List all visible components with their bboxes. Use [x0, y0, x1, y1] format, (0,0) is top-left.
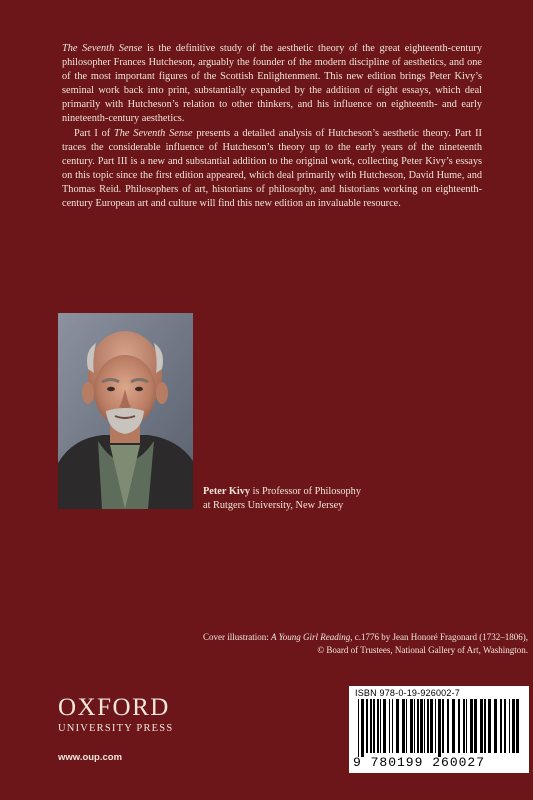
author-bio-line-1 — [203, 485, 423, 499]
barcode-bar — [383, 699, 386, 753]
barcode-bar — [452, 699, 455, 753]
isbn-number: ISBN 978-0-19-926002-7 — [355, 688, 460, 698]
barcode-bar — [377, 699, 379, 753]
ean-digits: 9 780199 260027 — [353, 755, 486, 770]
barcode-bar — [474, 699, 477, 753]
barcode-bar — [410, 699, 413, 753]
author-portrait-image — [58, 313, 193, 509]
barcode-bar — [458, 699, 460, 753]
author-name: Peter Kivy — [203, 486, 250, 497]
blurb-p2-lead: Part I of — [74, 127, 115, 139]
barcode-bar — [442, 699, 444, 753]
barcode-bar — [466, 699, 467, 753]
credit-line-1-rest: , c.1776 by Jean Honoré Fragonard (1732–1806), — [350, 632, 528, 642]
barcode-bar — [430, 699, 433, 753]
barcode-bar — [512, 699, 515, 753]
barcode-bar — [373, 699, 375, 753]
barcode-bar — [484, 699, 486, 753]
publisher-logo — [58, 695, 173, 735]
barcode-bar — [402, 699, 405, 753]
publisher-subtitle: UNIVERSITY PRESS — [58, 723, 174, 734]
cover-credit — [100, 631, 528, 657]
author-photo — [58, 313, 193, 509]
barcode-bar — [361, 699, 364, 757]
credit-line-2: © Board of Trustees, National Gallery of Art, Washington. — [317, 645, 528, 655]
barcode-bar — [463, 699, 465, 753]
barcode-bar — [504, 699, 506, 753]
author-bio-text: is Professor of Philosophy — [250, 486, 361, 497]
isbn-barcode — [349, 686, 529, 773]
barcode-bar — [396, 699, 399, 753]
barcode-bar — [366, 699, 368, 753]
barcode-bar — [435, 699, 436, 753]
barcode-bar — [494, 699, 497, 753]
barcode-bar — [406, 699, 407, 753]
barcode-bar — [420, 699, 423, 753]
barcode-bar — [470, 699, 473, 753]
blurb-p2-text: presents a detailed analysis of Hutcheson’s aesthetic theory. Part II traces the considerable influence of Hutcheson’s theory up to the early years of the nineteenth century. Part III is a new and substantial addition to the original work, collecting Peter Kivy’s essays on this topic since the first edition appeared, which deal primarily with Hutcheson, David Hume, and Thomas Reid. Philosophers of art, historians of philosophy, and historians working on eighteenth-century European art and culture will find this new edition an invaluable resource. — [62, 127, 482, 210]
author-bio — [203, 485, 423, 513]
barcode-bar — [358, 699, 359, 757]
barcode-bars — [358, 699, 522, 757]
book-title-italic: The Seventh Sense — [62, 43, 143, 54]
barcode-bar — [447, 699, 449, 753]
barcode-bar — [389, 699, 390, 753]
credit-line-1 — [100, 631, 528, 644]
publisher-url: www.oup.com — [58, 752, 123, 763]
barcode-bar — [480, 699, 483, 753]
blurb — [62, 42, 482, 211]
blurb-p1-text: is the definitive study of the aesthetic theory of the great eighteenth-century philosopher Frances Hutcheson, arguably the founder of the modern discipline of aesthetics, and one of the most important figures of the Scottish Enlightenment. This new edition brings Peter Kivy’s seminal work back into print, substantially expanded by the addition of eight essays, which deal primarily with Hutcheson’s relation to other thinkers, and his influence on eighteenth- and early nineteenth-century aesthetics. — [62, 43, 482, 125]
barcode-bar — [488, 699, 491, 753]
barcode-bar — [516, 699, 519, 753]
barcode-bar — [500, 699, 502, 753]
barcode-bar — [427, 699, 429, 753]
barcode-bar — [414, 699, 415, 753]
barcode-bar — [424, 699, 425, 753]
book-title-italic: The Seventh Sense — [114, 127, 193, 139]
publisher-name: OXFORD — [58, 694, 170, 721]
barcode-bar — [438, 699, 441, 757]
barcode-bar — [370, 699, 372, 753]
barcode-bar — [509, 699, 510, 753]
credit-work-title: A Young Girl Reading — [271, 632, 351, 642]
barcode-bar — [392, 699, 393, 753]
author-bio-line-2: at Rutgers University, New Jersey — [203, 500, 344, 511]
blurb-paragraph-2 — [62, 127, 482, 212]
barcode-bar — [417, 699, 419, 753]
blurb-paragraph-1 — [62, 42, 482, 127]
credit-lead: Cover illustration: — [203, 632, 272, 642]
barcode-bar — [380, 699, 381, 753]
